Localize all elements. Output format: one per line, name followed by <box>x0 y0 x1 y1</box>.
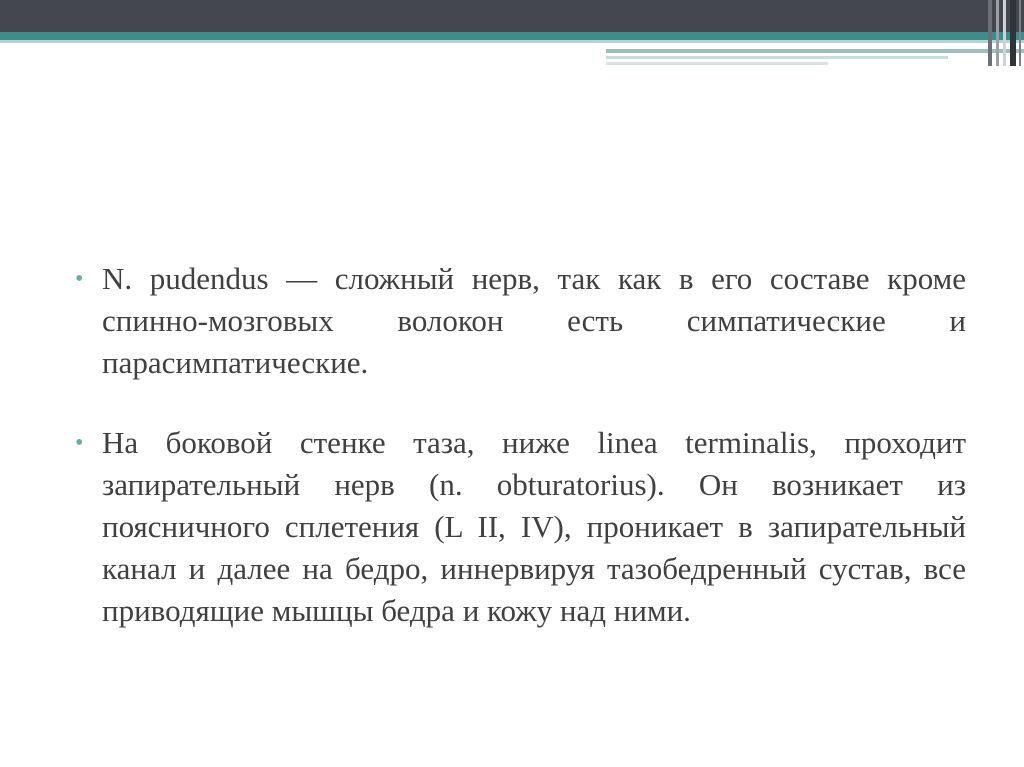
bullet-icon: • <box>75 266 84 292</box>
bullet-text: На боковой стенке таза, ниже linea terminalis, проходит запирательный нерв (n. obturatorius). Он возникает из поясничного сплетения (L II, IV), проникает в запирательный канал и далее на бедро, иннервируя тазобедренный сустав, все приводящие мышцы бедра и кожу над ними. <box>102 425 966 628</box>
header-accent-line <box>606 49 1024 53</box>
header-teal-light-band <box>0 40 1024 43</box>
header-teal-band <box>0 32 1024 40</box>
bullet-text: N. pudendus — сложный нерв, так как в его составе кроме спинно-мозговых волокон есть симпатические и парасимпатические. <box>102 261 966 380</box>
header-corner-stripe <box>1019 0 1021 66</box>
bullet-icon: • <box>75 430 84 456</box>
header-corner-stripe <box>1003 0 1006 66</box>
header-corner-stripe <box>996 0 999 66</box>
slide-body <box>70 258 966 670</box>
header-accent-line <box>606 62 828 65</box>
header-corner-stripe <box>1010 0 1016 66</box>
bullet-item <box>70 258 966 384</box>
header-dark-band <box>0 0 1024 32</box>
header-corner-stripe <box>988 0 992 66</box>
header-accent-line <box>606 56 948 59</box>
bullet-list <box>70 258 966 632</box>
bullet-item <box>70 422 966 632</box>
